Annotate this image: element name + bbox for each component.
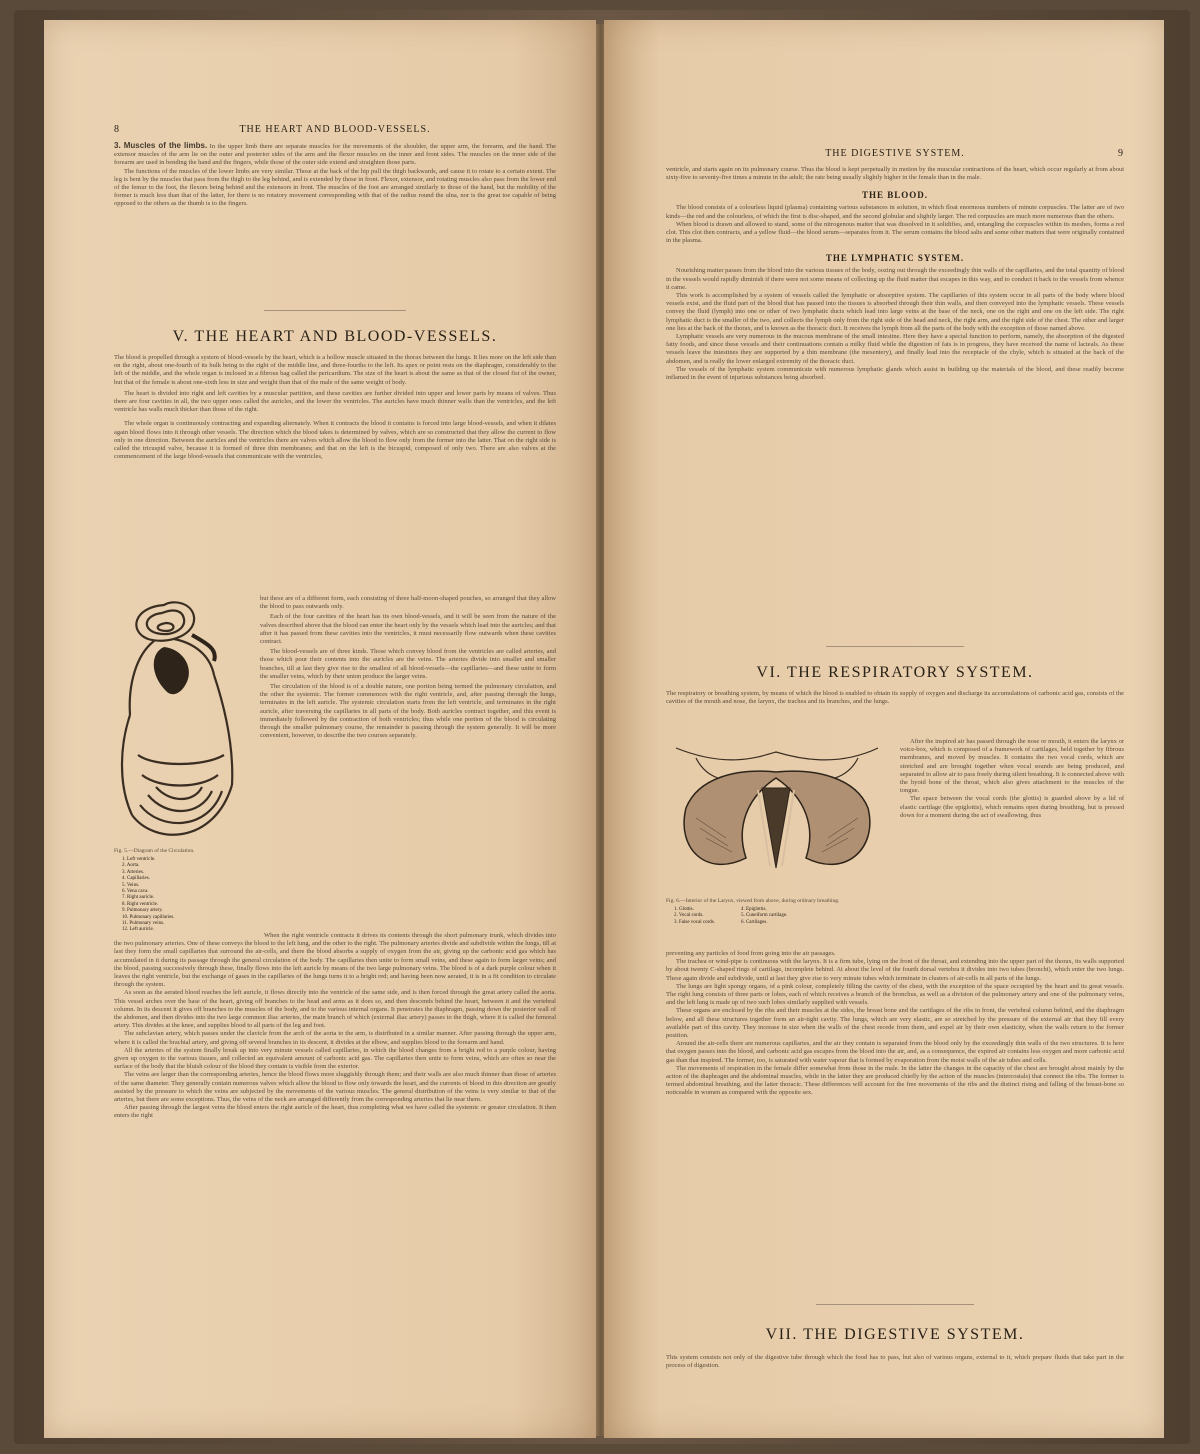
- legend-item: 9. Pulmonary artery.: [122, 908, 163, 914]
- left-page-content: [114, 20, 556, 1438]
- legend-item: 11. Pulmonary veins.: [122, 921, 165, 927]
- intro-lead: 3. Muscles of the limbs.: [114, 141, 208, 150]
- left-page: [44, 20, 596, 1438]
- lymph-paragraph-3: Lymphatic vessels are very numerous in the mucous membrane of the small intestine. Here they have a special function to perform, namely, the absorption of the digested fatty foods, and since these vessels and their continuations contain a milky fluid while the digestion of fats is in progress, they have received the name of lacteals. As these vessels leave the intestines they are supported by a thin membrane (the mesentery), and finally lead into the receptacle of the chyle, which is situated at the back of the abdomen, and is really the lower enlarged extremity of the thoracic duct.: [666, 333, 1124, 365]
- intro-section: [114, 142, 556, 209]
- heart-paragraph-8: When the right ventricle contracts it drives its contents through the short pulmonary trunk, which divides into the two pulmonary arteries. One of these conveys the blood to the left lung, and the other to the right. The pulmonary arteries divide and subdivide within the lungs, till at last they form the small capillaries that surround the air-cells, and there the blood absorbs a supply of oxygen from the air, giving up the carbonic acid gas which has accumulated in it during its passage through the general circulation of the body. The capillaries then unite to form small veins, and these again to form larger veins; and the blood, passing successively through these, finally flows into the left auricle by means of the two large pulmonary veins. The blood is of a dark purple colour when it leaves the right ventricle, but the exchange of gases in the capillaries of the lungs turns it to a bright red; and having been now aerated, it is in a fit condition to circulate through the system.: [114, 932, 556, 989]
- heart-paragraph-7: The circulation of the blood is of a double nature, one portion being termed the pulmonary circulation, and the other the systemic. The former commences with the right ventricle, and, after passing through the lungs, terminates in the left auricle. The systemic circulation starts from the left ventricle, and terminates in the right auricle, after traversing the capillaries in all parts of the body. Both auricles contract together, and this event is immediately followed by the contraction of both ventricles; thus while one portion of the blood is circulating through the smaller pulmonary course, the remainder is passing through the system generally. It will be more convenient, however, to describe the two courses separately.: [260, 683, 556, 740]
- heart-paragraph-1: The blood is propelled through a system of blood-vessels by the heart, which is a hollow muscle situated in the thorax between the lungs. It lies more on the left side than on the right, about one-fourth of its bulk being to the right of the middle line, and three-fourths to the left. Its apex or point rests on the diaphragm, considerably to the left of the middle, and the whole organ is inclosed in a fibrous bag called the pericardium. The size of the heart is about the same as that of the closed fist of the owner, but that of the female is about one-sixth less in size and weight than that of the male of the same weight of body.: [114, 354, 556, 386]
- heart-section-top: [114, 354, 556, 461]
- fig5-legend: [122, 857, 244, 934]
- fig5-caption: Fig. 5.—Diagram of the Circulation.: [114, 848, 195, 854]
- legend-item: 3. False vocal cords.: [674, 919, 715, 925]
- legend-item: 4. Epiglottis.: [740, 907, 767, 912]
- legend-item: 7. Right auricle.: [122, 895, 155, 901]
- legend-item: 5. Cuneiform cartilage.: [740, 913, 788, 919]
- chapter-seven-header: [666, 1326, 1124, 1344]
- fig6-caption: Fig. 6.—Interior of the Larynx, viewed from above, during ordinary breathing.: [666, 898, 840, 904]
- left-running-head: [114, 124, 556, 135]
- respiratory-column: [900, 738, 1124, 820]
- chapter-title-digestive: VII. THE DIGESTIVE SYSTEM.: [765, 1326, 1025, 1343]
- intro-paragraph-2: The functions of the muscles of the lower limbs are very similar. Those at the back of the hip pull the thigh backwards, and cause it to rotate to a certain extent. The leg is bent by the muscles that pass from the thigh to the leg behind, and is extended by those in front. Flexor, extensor, and rotating muscles also pass from the lower end of the femur to the foot, the flexors being behind and the extensors in front. The muscles of the foot are arranged similarly to those of the hand, but the mobility of the former is much less than that of the latter, for there is no rotatory movement corresponding with that of the radius round the ulna, nor is the great toe capable of being opposed to the others as the thumb is to the fingers.: [114, 167, 556, 208]
- right-page: [604, 20, 1164, 1438]
- respiratory-section: [666, 950, 1124, 1098]
- legend-item: 4. Capillaries.: [122, 876, 150, 882]
- divider: [264, 310, 406, 311]
- larynx-figure-graphic: [666, 738, 888, 888]
- right-page-content: [666, 20, 1124, 1438]
- blood-paragraph-2: When blood is drawn and allowed to stand, some of the nitrogenous matter that was dissolved in it solidifies, and, entangling the corpuscles within its meshes, forms a red clot. This clot then contracts, and a yellow fluid—the blood serum—separates from it. The serum contains the blood salts and some other matters that were originally contained in the plasma.: [666, 220, 1124, 245]
- respiratory-paragraph-3: The space between the vocal cords (the glottis) is guarded above by a lid of elastic cartilage (the epiglottis), which remains open during breathing, but is pressed down for a moment during the act of swallowing, thus: [900, 795, 1124, 819]
- legend-item: 6. Vena cava.: [122, 889, 149, 895]
- heart-paragraph-12: The veins are larger than the corresponding arteries, hence the blood flows more sluggishly through them; and their walls are also much thinner than those of arteries of the same diameter. They generally contain numerous valves which allow the blood to flow only towards the heart, and the currents of blood in this direction are greatly assisted by the pressure to which the veins are subjected by the movements of the various muscles. The general distribution of the veins is very similar to that of the arteries, but there are some exceptions. Thus, the veins of the neck are arranged differently from the corresponding arteries that lie near them.: [114, 1071, 556, 1104]
- fig6-legend-col2: [741, 907, 787, 926]
- legend-item: 1. Glottis.: [674, 907, 694, 912]
- chapter-five-header: [114, 328, 556, 346]
- legend-item: 10. Pulmonary capillaries.: [122, 914, 175, 920]
- legend-item: 2. Vocal cords.: [674, 913, 704, 919]
- larynx-diagram: [666, 738, 888, 888]
- blood-section: [666, 166, 1124, 382]
- lymph-paragraph-4: The vessels of the lymphatic system communicate with numerous lymphatic glands which assist in building up the materials of the blood, and these readily become inflamed in the event of injurious substances being absorbed.: [666, 365, 1124, 382]
- divider: [826, 646, 964, 647]
- circulation-diagram: [114, 595, 246, 855]
- heart-paragraph-6: The blood-vessels are of three kinds. Those which convey blood from the ventricles are called arteries, and those which pour their contents into the auricles are the veins. The arteries divide into smaller and smaller branches, till at last they give rise to the smallest of all blood-vessels—the capillaries—and these unite to form the smaller veins, which by their union produce the larger veins.: [260, 648, 556, 680]
- respiratory-paragraph-2: After the inspired air has passed through the nose or mouth, it enters the larynx or voice-box, which is composed of a framework of cartilages, held together by fibrous membranes, and moved by muscles. It contains the two vocal cords, which are stretched and are brought together when vocal sounds are being produced, and separated to allow air to pass freely during silent breathing. It is connected above with the hyoid bone of the throat, which also gives attachment to the muscles of the tongue.: [900, 738, 1124, 795]
- fig6-legend: [666, 905, 892, 926]
- heart-paragraph-13: After passing through the largest veins the blood enters the right auricle of the heart, thus completing what we have called the systemic or greater circulation. It then enters the right: [114, 1104, 556, 1120]
- respiratory-paragraph-4: preventing any particles of food from going into the air passages.: [666, 950, 836, 957]
- legend-item: 12. Left auricle.: [122, 927, 154, 933]
- digestive-intro: [666, 1354, 1124, 1370]
- heart-paragraph-3: The whole organ is continuously contracting and expanding alternately. When it contracts the blood it contains is forced into large blood-vessels, and when it dilates again blood flows into it through other vessels. The direction which the blood takes is determined by valves, which are so constructed that they allow the current to flow only in one direction. Between the auricles and the ventricles there are valves which allow the blood to flow only from the former into the latter. That on the right side is called the tricuspid valve, because it is formed of three thin membranes; and that on the left is the bicuspid, composed of only two. There are also valves at the commencement of the large blood-vessels that communicate with the ventricles,: [114, 420, 556, 461]
- heart-section-mid: [260, 595, 556, 740]
- legend-item: 3. Arteries.: [122, 869, 145, 875]
- respiratory-paragraph-5: The trachea or wind-pipe is continuous with the larynx. It is a firm tube, lying on the front of the throat, and extending into the upper part of the thorax, its walls supported by about twenty C-shaped rings of cartilage, incomplete behind. At about the level of the fourth dorsal vertebra it divides into two tubes (bronchi), which enter the two lungs. These again divide and subdivide, until at last they give rise to very minute tubes which terminate in clusters of air-cells in all parts of the lungs.: [666, 958, 1124, 982]
- legend-item: 6. Cartilages.: [740, 919, 768, 925]
- blood-heading: THE BLOOD.: [861, 190, 928, 201]
- legend-item: 1. Left ventricle.: [122, 857, 156, 862]
- legend-item: 5. Veins.: [122, 882, 140, 888]
- circulation-figure-graphic: [114, 595, 246, 855]
- heart-paragraph-4: but these are of a different form, each consisting of three half-moon-shaped pouches, so arranged that they allow the blood to pass outwards only.: [260, 595, 556, 611]
- heart-section-bottom: [114, 932, 556, 1121]
- right-paragraph-1: ventricle, and starts again on its pulmonary course. Thus the blood is kept perpetually in motion by the muscular contractions of the heart, which occur regularly at from about sixty-five to seventy-five times a minute in the adult; the rate being usually slightly higher in the female than in the male.: [666, 166, 1124, 182]
- lymph-paragraph-1: Nourishing matter passes from the blood into the various tissues of the body, oozing out through the exceedingly thin walls of the capillaries, and the total quantity of blood in the vessels would rapidly diminish if there were not some means of collecting up the fluid matter that escapes in this way, and to conduct it back to the vessels from whence it came.: [666, 267, 1124, 291]
- chapter-title-respiratory: VI. THE RESPIRATORY SYSTEM.: [756, 664, 1034, 681]
- respiratory-paragraph-9: The movements of respiration in the female differ somewhat from those in the male. In the latter the changes in the capacity of the chest are brought about mainly by the action of the diaphragm and the abdominal muscles, while in the latter they are produced chiefly by the action of the muscles (intercostals) that connect the ribs. The former is termed abdominal breathing, and the latter thoracic. These differences will account for the free movements of the ribs and the distinct rising and falling of the breast-bone so noticeable in women as compared with the opposite sex.: [666, 1064, 1124, 1097]
- heart-paragraph-10: The subclavian artery, which passes under the clavicle from the arch of the aorta to the arm, is distributed in a similar manner. After passing through the upper arm, where it is called the brachial artery, and giving off several branches in its descent, it divides at the elbow, and supplies blood to the forearm and hand.: [114, 1030, 556, 1046]
- fig6-legend-col1: [674, 907, 715, 926]
- lymph-paragraph-2: This work is accomplished by a system of vessels called the lymphatic or absorptive system. The capillaries of this system occur in all parts of the body where blood vessels exist, and the fluid part of the blood that has passed into the tissues is absorbed through their thin walls, and then conveyed into the lymphatic vessels. These vessels convey the fluid (lymph) into one or other of two lymphatic ducts which lead into large veins at the base of the neck, one on the right and one on the left side. The right lymphatic duct is the smaller of the two, and collects the lymph only from the right side of the head and neck, the right arm, and the right side of the chest. The other and larger one lies at the back of the thorax, and is known as the thoracic duct. It receives the lymph from all the parts of the body with the exception of those named above.: [666, 292, 1124, 332]
- circulation-caption: [114, 848, 244, 934]
- chapter-six-header: [666, 664, 1124, 682]
- intro-text: In the upper limb there are separate muscles for the movements of the shoulder, the upper arm, the forearm, and the hand. The extensor muscles of the arm lie on the outer and posterior sides of the arm and the flexor muscles on the inner and front sides. The muscles on the inner side of the forearm are used in bending the hand and the fingers, while those of the outer side extend and straighten those parts.: [114, 143, 556, 167]
- respiratory-paragraph-1: The respiratory or breathing system, by means of which the blood is enabled to obtain its supply of oxygen and discharge its accumulations of carbonic acid gas, consists of the cavities of the mouth and nose, the larynx, the trachea and its branches, and the lungs.: [666, 690, 1124, 706]
- respiratory-paragraph-6: The lungs are light spongy organs, of a pink colour, completely filling the cavity of the chest, with the exception of the space occupied by the heart and its great vessels. The right lung consists of three parts or lobes, each of which receives a branch of the bronchus, as well as a division of the pulmonary artery and one of the pulmonary veins, and the left lung is made up of two such lobes similarly supplied with vessels.: [666, 982, 1124, 1007]
- legend-item: 8. Right ventricle.: [122, 901, 159, 907]
- chapter-title: V. THE HEART AND BLOOD-VESSELS.: [172, 328, 498, 345]
- left-page-number: 8: [114, 124, 120, 135]
- right-running-head: [666, 148, 1124, 159]
- divider: [816, 1304, 974, 1305]
- left-running-head-title: THE HEART AND BLOOD-VESSELS.: [239, 124, 431, 135]
- respiratory-paragraph-7: These organs are enclosed by the ribs and their muscles at the sides, the breast bone and the cartilages of the ribs in front, the vertebral column behind, and the diaphragm below, and all these structures together form an air-tight cavity. The lungs, which are very elastic, are so stretched by the pressure of the external air that they fill every available part of this cavity. They increase in size when the walls of the chest recede from them, and expel air by their own elasticity, when the walls return to the former position.: [666, 1007, 1124, 1040]
- heart-paragraph-11: All the arteries of the system finally break up into very minute vessels called capillaries, in which the blood changes from a bright red to a purple colour, having given up oxygen to the various tissues, and collected an equivalent amount of carbonic acid gas. The capillaries then unite to form veins, which are often so near the surface of the body that the bluish colour of the blood they contain is visible from the exterior.: [114, 1046, 556, 1071]
- intro-paragraph: [114, 142, 556, 168]
- respiratory-paragraph-8: Around the air-cells there are numerous capillaries, and the air they contain is separated from the blood only by the exceedingly thin walls of the two structures. It is here that oxygen passes into the blood, and carbonic acid gas escapes from the blood into the air, and, as a consequence, the expired air contains less oxygen and more carbonic acid gas than that inspired. The former, too, is saturated with water vapour that is formed by evaporation from the moist walls of the air tubes and cells.: [666, 1040, 1124, 1064]
- digestive-paragraph-1: This system consists not only of the digestive tube through which the food has to pass, but also of various organs, external to it, which prepare fluids that take part in the process of digestion.: [666, 1354, 1124, 1370]
- legend-item: 2. Aorta.: [122, 863, 140, 869]
- heart-paragraph-5: Each of the four cavities of the heart has its own blood-vessels, and it will be seen from the nature of the valves described above that the blood can enter the heart only by the vessels which lead into the auricles; and that after it has passed from these cavities into the ventricles, it must necessarily flow outwards when these cavities contract.: [260, 613, 556, 646]
- blood-paragraph-1: The blood consists of a colourless liquid (plasma) containing various substances in solution, in which float enormous numbers of minute corpuscles. The latter are of two kinds—the red and the colourless, of which the first is disc-shaped, and the second globular and slightly larger. The red corpuscles are much more numerous than the others.: [666, 204, 1124, 220]
- respiratory-intro: [666, 690, 1124, 706]
- heart-paragraph-2: The heart is divided into right and left cavities by a muscular partition, and these cavities are further divided into upper and lower parts by means of valves. Thus there are four cavities in all, the two upper ones called the auricles, and the lower the ventricles. The auricles have much thinner walls than the ventricles, and the left ventricle has walls much thicker than those of the right.: [114, 389, 556, 414]
- right-page-number: 9: [1118, 148, 1124, 159]
- heart-paragraph-9: As soon as the aerated blood reaches the left auricle, it flows directly into the ventricle of the same side, and is then forced through the great artery called the aorta. This vessel arches over the base of the heart, giving off branches to the head and arms as it does so, and then descends behind the heart, between it and the vertebral column. In its descent it gives off branches to the muscles of the body, and to the various internal organs. It penetrates the diaphragm, passing down the posterior wall of the abdomen, and then divides into the two large common iliac arteries, the main branch of which (external iliac artery) passes to the thigh, where it is called the femoral artery. This divides at the knee, and supplies blood to all parts of the leg and foot.: [114, 989, 556, 1030]
- right-running-head-title: THE DIGESTIVE SYSTEM.: [825, 148, 965, 159]
- larynx-caption: [666, 898, 892, 926]
- lymphatic-heading: THE LYMPHATIC SYSTEM.: [825, 253, 965, 264]
